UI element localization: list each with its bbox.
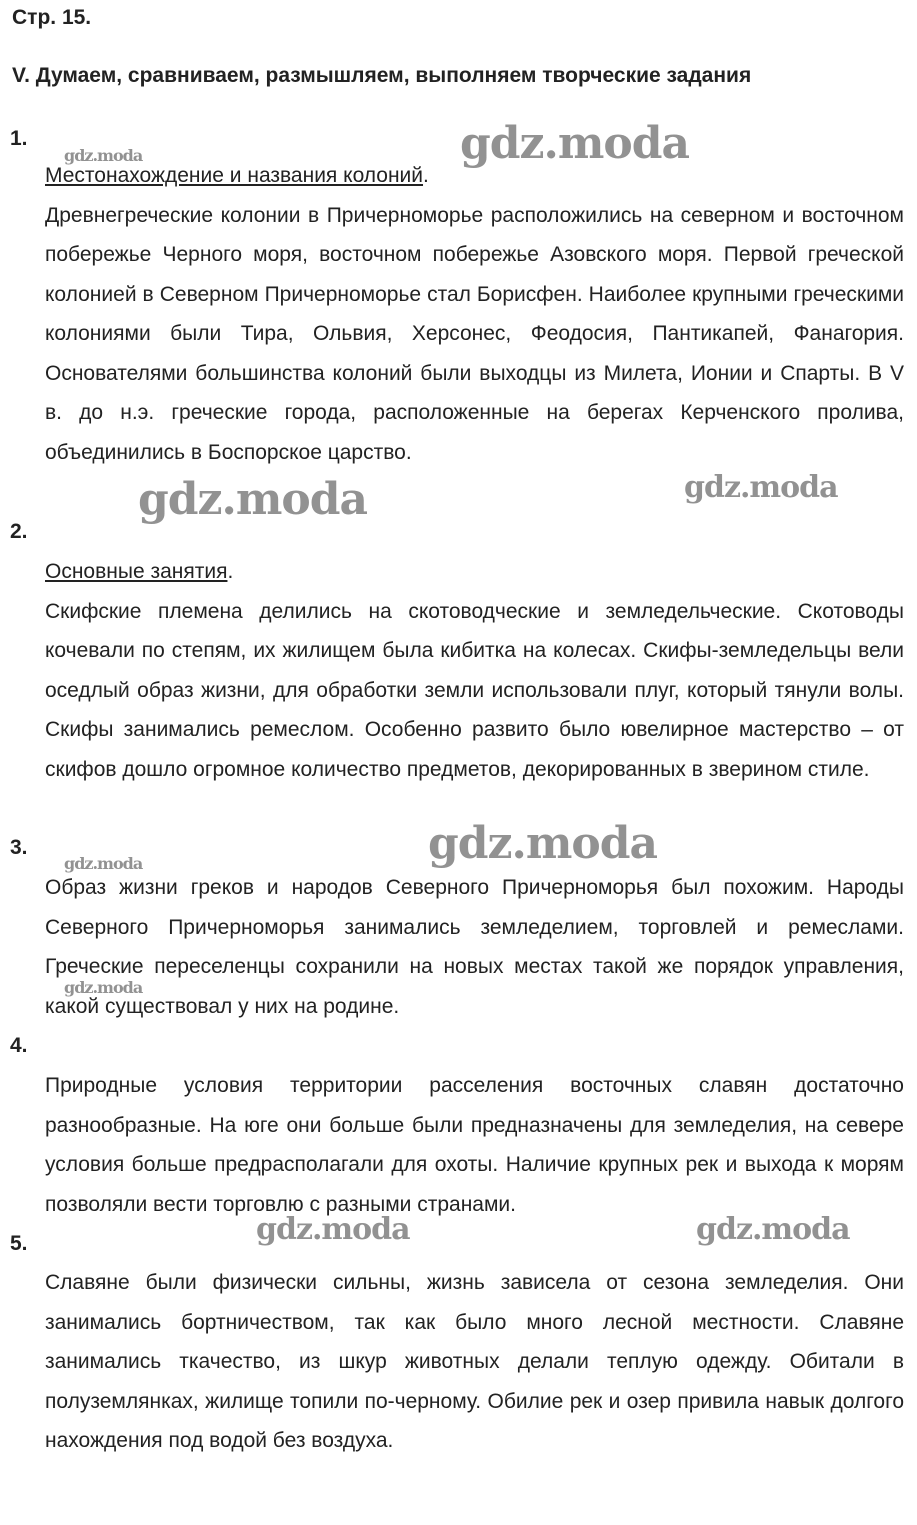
watermark: gdz.moda [64, 978, 143, 997]
watermark: gdz.moda [428, 818, 658, 869]
task-2-text: Скифские племена делились на скотоводческие и земледельческие. Скотоводы кочевали по степям, их жилищем была кибитка на колесах. Скифы-земледельцы вели оседлый образ жизни, для обработки земли использовали плуг, который тянули волы. Скифы занимались ремеслом. Особенно развито было ювелирное мастерство – от скифов дошло огромное количество предметов, декорированных в зверином стиле. [45, 599, 904, 781]
task-1-heading-tail: . [423, 164, 429, 187]
task-1-text: Древнегреческие колонии в Причерноморье расположились на северном и восточном побережье Черного моря, восточном побережье Азовского моря. Первой греческой колонией в Северном Причерноморье стал Борисфен. Наиболее крупными греческими колониями были Тира, Ольвия, Херсонес, Феодосия, Пантикапей, Фанагория. Основателями большинства колоний были выходцы из Милета, Ионии и Спарты. В V в. до н.э. греческие города, расположенные на берегах Керченского пролива, объединились в Боспорское царство. [45, 203, 904, 464]
task-4-text: Природные условия территории расселения восточных славян достаточно разнообразные. На юге они больше были предназначены для земледелия, на севере условия больше предрасполагали для охоты. Наличие крупных рек и выхода к морям позволяли вести торговлю с разными странами. [45, 1074, 904, 1216]
watermark: gdz.moda [684, 470, 838, 505]
watermark: gdz.moda [696, 1212, 850, 1247]
section-title: V. Думаем, сравниваем, размышляем, выполняем творческие задания [12, 64, 752, 87]
task-number-2: 2. [10, 520, 28, 543]
task-1-heading: Местонахождение и названия колоний [45, 164, 424, 187]
task-5-text: Славяне были физически сильны, жизнь зависела от сезона земледелия. Они занимались бортничеством, так как было много лесной местности. Славяне занимались ткачество, из шкур животных делали теплую одежду. Обитали в полуземлянках, жилище топили по-черному. Обилие рек и озер привила навык долгого нахождения под водой без воздуха. [45, 1271, 904, 1452]
page-number: Стр. 15. [12, 6, 92, 29]
watermark: gdz.moda [138, 474, 368, 525]
watermark: gdz.moda [256, 1212, 410, 1247]
task-5-content [45, 1263, 904, 1461]
watermark: gdz.moda [64, 146, 143, 165]
task-number-3: 3. [10, 836, 28, 859]
task-number-1: 1. [10, 127, 28, 150]
task-number-5: 5. [10, 1232, 28, 1255]
task-1-content [45, 156, 904, 472]
task-3-content [45, 868, 904, 1026]
task-2-heading-tail: . [227, 560, 234, 583]
task-3-text: Образ жизни греков и народов Северного Причерноморья был похожим. Народы Северного Причерноморья занимались земледелием, торговлей и ремеслами. Греческие переселенцы сохранили на новых местах такой же порядок управления, какой существовал у них на родине. [45, 876, 904, 1018]
watermark: gdz.moda [460, 118, 690, 169]
task-4-content [45, 1066, 904, 1224]
task-2-content [45, 552, 904, 789]
task-number-4: 4. [10, 1034, 28, 1057]
task-2-heading: Основные занятия [45, 560, 228, 583]
watermark: gdz.moda [64, 854, 143, 873]
